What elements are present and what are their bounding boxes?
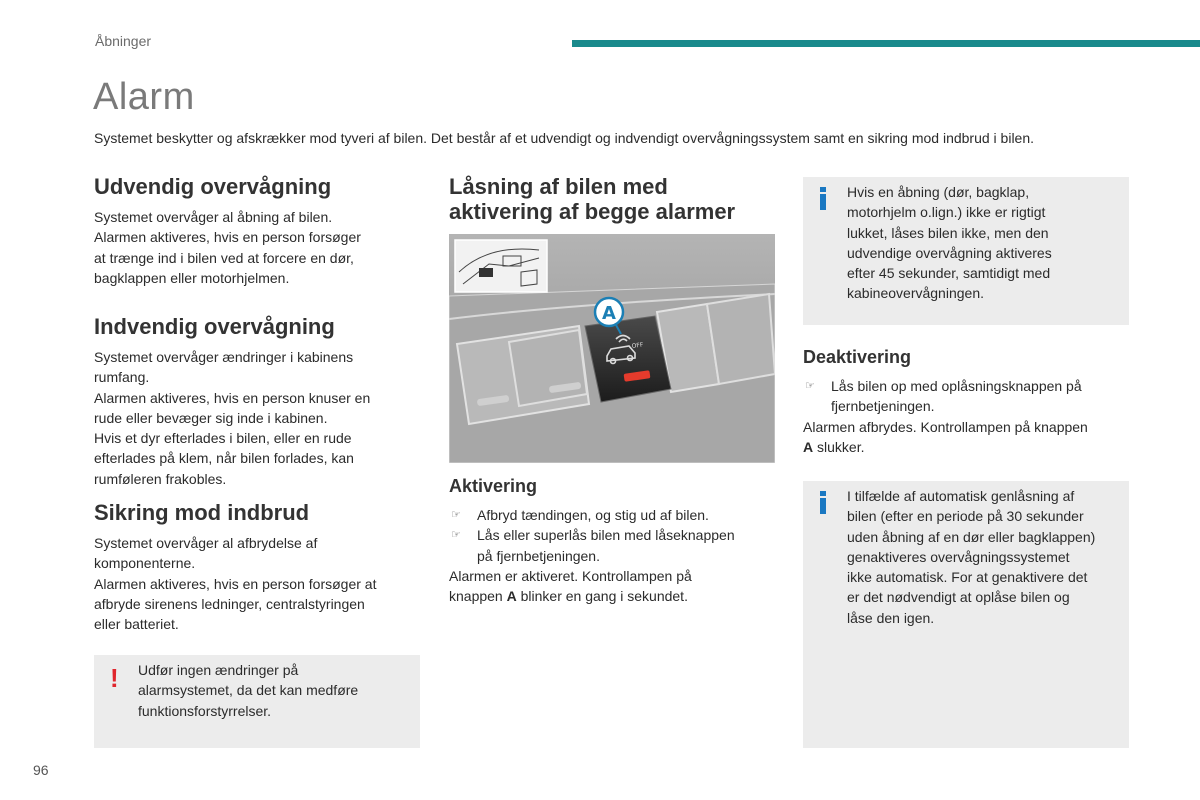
text-span: knappen — [449, 588, 507, 605]
line: efter 45 sekunder, samtidigt med — [847, 265, 1051, 282]
line: Hvis et dyr efterlades i bilen, eller en rude — [94, 430, 352, 447]
section-label: Åbninger — [95, 33, 152, 49]
warning-icon: ! — [110, 663, 119, 693]
line: Systemet overvåger al åbning af bilen. — [94, 209, 333, 225]
alarm-off-button — [585, 316, 671, 402]
heading-deactivation: Deaktivering — [803, 347, 912, 367]
page-number: 96 — [33, 762, 49, 778]
line: Alarmen afbrydes. Kontrollampen på knappen — [803, 418, 1088, 435]
info-text-2 — [847, 486, 1127, 628]
line: motorhjelm o.lign.) ikke er rigtigt — [847, 204, 1046, 221]
bullet-item — [449, 505, 779, 525]
off-label: OFF — [631, 341, 644, 350]
line: ikke automatisk. For at genaktivere det — [847, 569, 1088, 586]
section-deactivation — [803, 347, 1133, 457]
line: er det nødvendigt at oplåse bilen og — [847, 589, 1070, 606]
line: efterlades på klem, når bilen forlades, kan — [94, 450, 354, 467]
line: kabineovervågningen. — [847, 285, 984, 302]
pointer-icon: ☞ — [805, 380, 815, 392]
text-span: slukker. — [813, 438, 865, 455]
line: Lås eller superlås bilen med låseknappen — [477, 527, 735, 544]
line: bagklappen eller motorhjelmen. — [94, 269, 290, 286]
line: Hvis en åbning (dør, bagklap, — [847, 184, 1030, 200]
callout-a-text: A — [602, 303, 616, 324]
line: Alarmen er aktiveret. Kontrollampen på — [449, 567, 692, 584]
heading-locking-line1: Låsning af bilen med — [449, 174, 668, 199]
section-interior — [94, 314, 414, 489]
line: Udfør ingen ændringer på — [138, 662, 299, 678]
heading-intrusion: Sikring mod indbrud — [94, 500, 310, 525]
line: Alarmen aktiveres, hvis en person forsøger — [94, 229, 361, 246]
line: Systemet overvåger al afbrydelse af — [94, 535, 318, 551]
heading-exterior: Udvendig overvågning — [94, 174, 332, 199]
line: rude eller bevæger sig inde i kabinen. — [94, 409, 328, 426]
line: Lås bilen op med oplåsningsknappen på — [831, 378, 1082, 394]
line: Alarmen aktiveres, hvis en person knuser en — [94, 389, 371, 406]
illustration-svg — [449, 234, 775, 463]
info-icon — [820, 491, 826, 514]
bullet-item — [449, 525, 779, 566]
warning-box — [94, 655, 420, 748]
warning-text — [138, 660, 408, 721]
activation-status-line — [449, 586, 779, 606]
line: fjernbetjeningen. — [831, 398, 935, 415]
bullet-item — [803, 376, 1133, 417]
line: komponenterne. — [94, 555, 196, 572]
line: genaktiveres overvågningssystemet — [847, 548, 1070, 565]
header-accent-bar — [572, 40, 1200, 47]
section-activation — [449, 476, 779, 606]
pointer-icon: ☞ — [451, 529, 461, 542]
button-ref-a: A — [506, 588, 517, 605]
section-intrusion — [94, 500, 414, 634]
alarm-button-illustration — [449, 234, 775, 463]
heading-interior: Indvendig overvågning — [94, 314, 335, 339]
line: rumfang. — [94, 369, 150, 386]
section-locking — [449, 174, 779, 224]
pointer-icon: ☞ — [451, 509, 461, 521]
line: lukket, låses bilen ikke, men den — [847, 224, 1049, 241]
line: I tilfælde af automatisk genlåsning af — [847, 488, 1075, 504]
deactivation-status-line — [803, 437, 1133, 457]
dashboard-thumbnail — [455, 240, 547, 292]
line: Afbryd tændingen, og stig ud af bilen. — [477, 507, 709, 523]
line: på fjernbetjeningen. — [477, 547, 600, 564]
line: uden åbning af en dør eller bagklappen) — [847, 528, 1096, 545]
line: bilen (efter en periode på 30 sekunder — [847, 508, 1084, 525]
intro-text: Systemet beskytter og afskrækker mod tyveri af bilen. Det består af et udvendigt og indvendigt overvågningssystem samt en sikring mod indbrud i bilen. — [94, 130, 1035, 146]
info-icon — [820, 187, 826, 210]
line: alarmsystemet, da det kan medføre — [138, 682, 359, 699]
button-ref-a: A — [803, 438, 814, 455]
heading-activation: Aktivering — [449, 476, 538, 496]
text-span: blinker en gang i sekundet. — [516, 588, 688, 605]
page-title: Alarm — [93, 76, 195, 118]
info-text-1 — [847, 182, 1122, 304]
heading-locking-line2: aktivering af begge alarmer — [449, 199, 736, 224]
line: eller batteriet. — [94, 616, 179, 633]
line: udvendige overvågning aktiveres — [847, 244, 1052, 261]
info-box-1 — [803, 177, 1129, 325]
line: at trænge ind i bilen ved at forcere en dør, — [94, 249, 354, 266]
line: funktionsforstyrrelser. — [138, 702, 272, 719]
line: rumføleren frakobles. — [94, 470, 227, 487]
line: Alarmen aktiveres, hvis en person forsøger at — [94, 575, 377, 592]
line: låse den igen. — [847, 609, 935, 626]
section-exterior — [94, 174, 414, 288]
line: afbryde sirenens ledninger, centralstyringen — [94, 595, 365, 612]
line: Systemet overvåger ændringer i kabinens — [94, 349, 354, 365]
info-box-2 — [803, 481, 1129, 748]
